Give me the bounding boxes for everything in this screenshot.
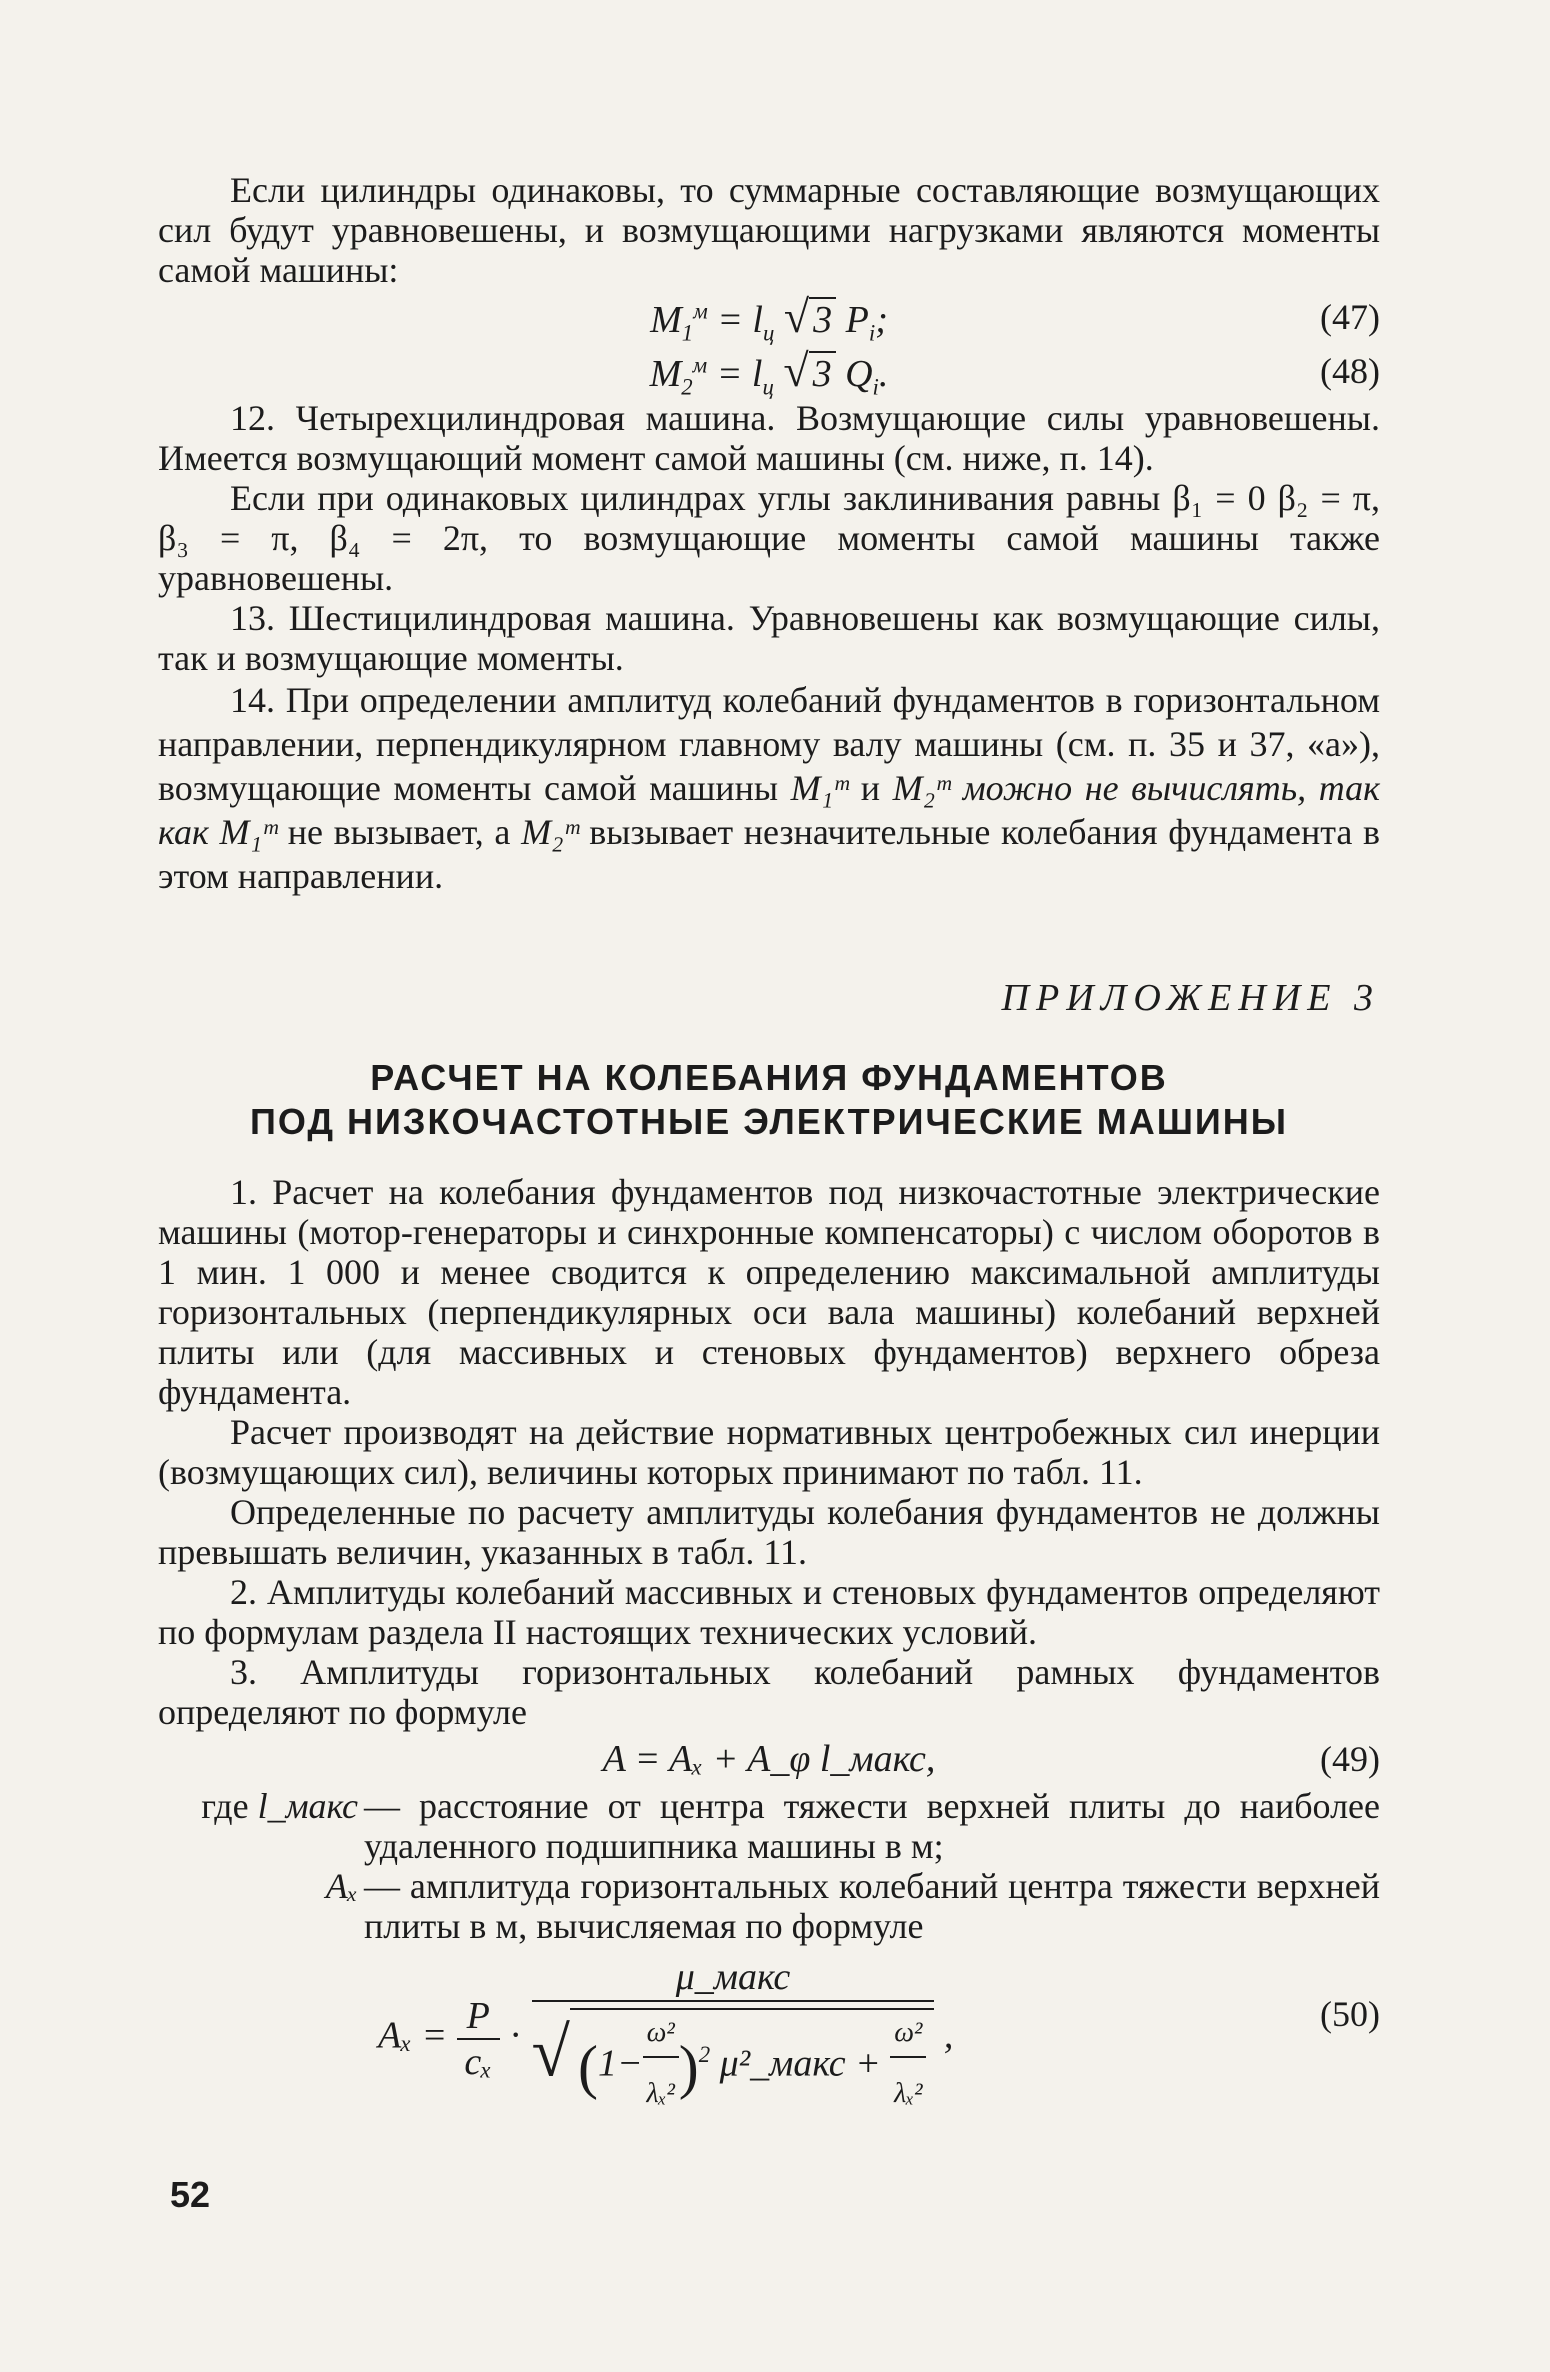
paragraph-4: 2. Амплитуды колебаний массивных и стеновых фундаментов определяют по формулам раздела II настоящих технических условий. (158, 1572, 1380, 1652)
equation-49: A = Aₓ + A_φ l_макс, (49) (158, 1732, 1380, 1786)
equation-48: $M_2^м = l_ц$ √ 3 $Q_i$. (48) (649, 345, 1380, 400)
paragraph-5: 3. Амплитуды горизонтальных колебаний рамных фундаментов определяют по формуле (158, 1652, 1380, 1732)
section-title: РАСЧЕТ НА КОЛЕБАНИЯ ФУНДАМЕНТОВ ПОД НИЗКОЧАСТОТНЫЕ ЭЛЕКТРИЧЕСКИЕ МАШИНЫ (250, 1057, 1288, 1142)
item-13: 13. Шестицилиндровая машина. Уравновешены как возмущающие силы, так и возмущающие моменты. (158, 598, 1380, 678)
page-body (158, 170, 1380, 2124)
item-14: 14. При определении амплитуд колебаний фундаментов в горизонтальном направлении, перпендикулярном главному валу машины (см. п. 35 и 37, «а»), возмущающие моменты самой машины M₁ᵐ и M₂ᵐ можно не вычислять, так как M₁ᵐ не вызывает, а M₂ᵐ вызывает незначительные колебания фундамента в этом направлении. (158, 680, 1381, 896)
equation-number: (50) (1320, 1994, 1380, 2034)
definition-ax: Aₓ — амплитуда горизонтальных колебаний центра тяжести верхней плиты в м, вычисляемая по формуле (325, 1866, 1380, 1946)
equation-number: (47) (1320, 297, 1380, 337)
page-number: 52 (170, 2174, 211, 2215)
equation-47: $M_1^м = l_ц$ √ 3 $P_i$; (47) (650, 291, 1380, 346)
definition-lmax: где l_макс — расстояние от центра тяжести верхней плиты до наиболее удаленного подшипника машины в м; (201, 1786, 1380, 1866)
item-12: 12. Четырехцилиндровая машина. Возмущающие силы уравновешены. Имеется возмущающий момент самой машины (см. ниже, п. 14). (158, 398, 1380, 478)
appendix-label: ПРИЛОЖЕНИЕ 3 (1001, 977, 1380, 1019)
paragraph-1: 1. Расчет на колебания фундаментов под низкочастотные электрические машины (мотор-генераторы и синхронные компенсаторы) с числом оборотов в 1 мин. 1 000 и менее сводится к определению максимальной амплитуды горизонтальных (перпендикулярных оси вала машины) колебаний верхней плиты или (для массивных и стеновых фундаментов) верхнего обреза фундамента. (158, 1172, 1380, 1412)
paragraph-2: Расчет производят на действие нормативных центробежных сил инерции (возмущающих сил), величины которых принимают по табл. 11. (158, 1412, 1380, 1492)
paragraph-3: Определенные по расчету амплитуды колебания фундаментов не должны превышать величин, указанных в табл. 11. (158, 1492, 1380, 1572)
intro-paragraph: Если цилиндры одинаковы, то суммарные составляющие возмущающих сил будут уравновешены, и возмущающими нагрузками являются моменты самой машины: (158, 170, 1380, 290)
equation-50: Aₓ = $\frac{P}{\text{cₓ}}$ · μ_макс √ (1− $\frac{\text{ω²}}{\text{λₓ²}}$ )$^2$ μ²_макс + $\frac{\text{ω²}}{\text{λₓ²}}$ , (50) (158, 1954, 1380, 2124)
equation-number: (48) (1320, 351, 1380, 391)
equation-number: (49) (1320, 1739, 1380, 1779)
item-12-continued: Если при одинаковых цилиндрах углы заклинивания равны β₁ = 0 β₂ = π, β₃ = π, β₄ = 2π, то возмущающие моменты самой машины также уравновешены. (158, 478, 1380, 598)
